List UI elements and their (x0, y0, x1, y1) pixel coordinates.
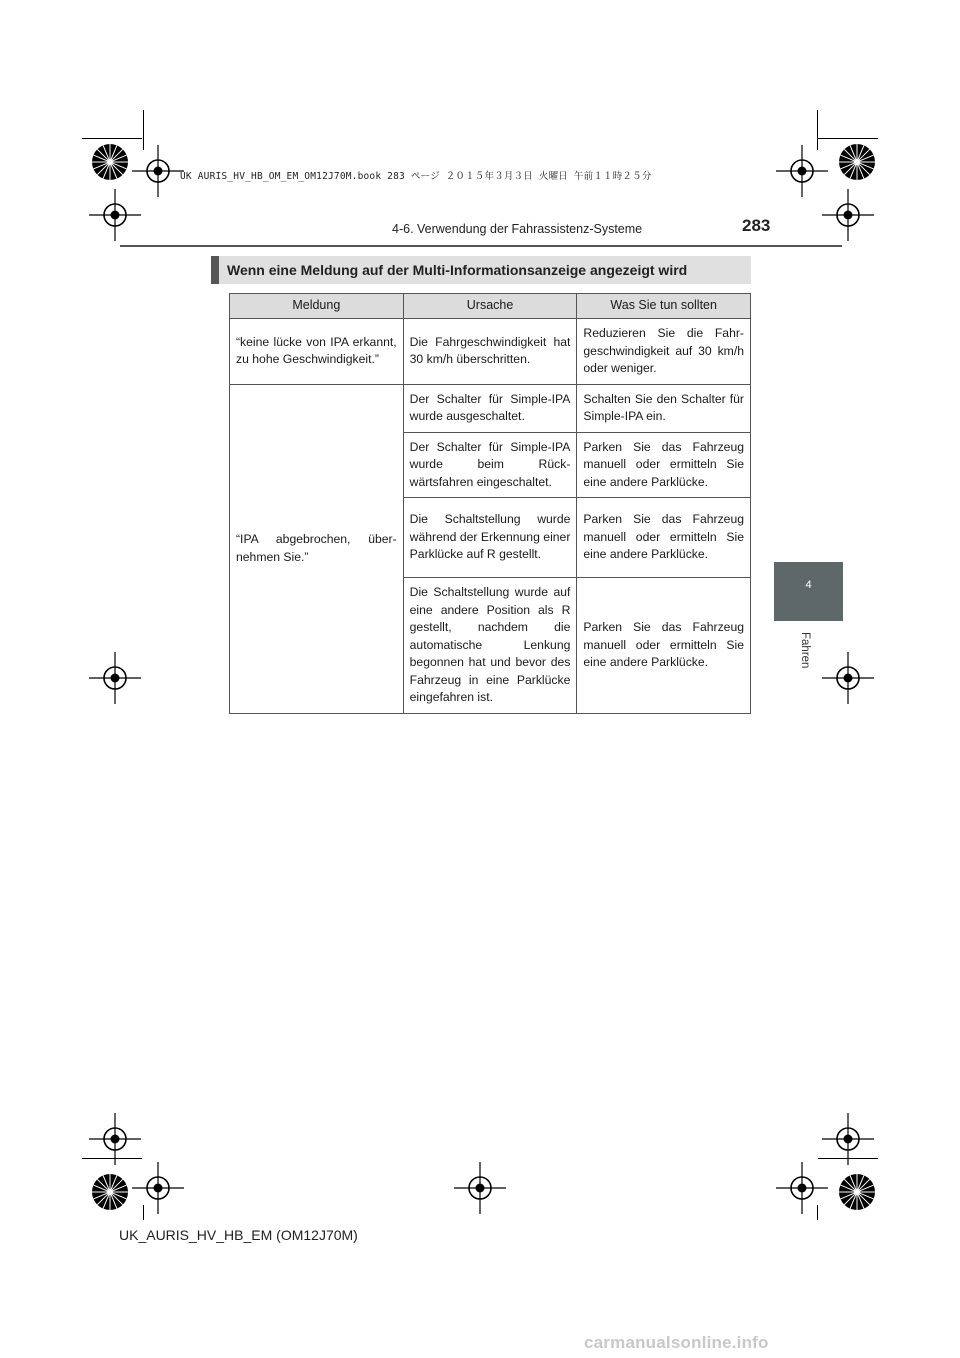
crop-line (82, 138, 142, 139)
column-header: Meldung (230, 294, 404, 319)
message-table (229, 293, 751, 714)
chapter-number: 4 (805, 579, 812, 591)
star-target-icon (837, 1172, 877, 1212)
crop-line (82, 1158, 142, 1159)
star-target-icon (90, 142, 130, 182)
action-cell: Schalten Sie den Schalter für Simple-IPA ein. (577, 384, 751, 432)
crop-line (818, 1158, 878, 1159)
registration-mark-icon (452, 1160, 508, 1216)
crop-line (818, 138, 878, 139)
registration-mark-icon (820, 187, 876, 243)
star-target-icon (90, 1172, 130, 1212)
table-row (230, 319, 751, 385)
action-cell: Parken Sie das Fahrzeug manuell oder ermitteln Sie eine andere Parklücke. (577, 578, 751, 714)
chapter-label: Fahren (799, 632, 811, 669)
action-cell: Parken Sie das Fahrzeug manuell oder ermitteln Sie eine andere Parklücke. (577, 432, 751, 498)
cause-cell: Der Schalter für Simple-IPA wurde ausgeschaltet. (403, 384, 577, 432)
action-cell: Reduzieren Sie die Fahr-geschwindigkeit auf 30 km/h oder weniger. (577, 319, 751, 385)
registration-mark-icon (87, 187, 143, 243)
table-header-row (230, 294, 751, 319)
cause-cell: Der Schalter für Simple-IPA wurde beim Rück-wärtsfahren eingeschaltet. (403, 432, 577, 498)
book-info: UK AURIS_HV_HB_OM_EM_OM12J70M.book 283 ページ ２０１５年３月３日 火曜日 午前１１時２５分 (180, 171, 652, 182)
page-number: 283 (742, 216, 771, 235)
message-cell: “keine lücke von IPA erkannt, zu hohe Geschwindigkeit.” (230, 319, 404, 385)
crop-line (817, 110, 818, 150)
running-head: 4-6. Verwendung der Fahrassistenz-Systeme (392, 222, 643, 236)
registration-mark-icon (774, 1160, 830, 1216)
header-rule (120, 245, 842, 247)
star-target-icon (837, 142, 877, 182)
watermark: carmanualsonline.info (584, 1333, 769, 1352)
crop-line (817, 1205, 818, 1220)
section-heading (211, 256, 751, 284)
column-header: Ursache (403, 294, 577, 319)
section-title: Wenn eine Meldung auf der Multi-Informationsanzeige angezeigt wird (227, 262, 688, 278)
message-cell: “IPA abgebrochen, über-nehmen Sie.” (230, 384, 404, 713)
cause-cell: Die Schaltstellung wurde während der Erkennung einer Parklücke auf R gestellt. (403, 498, 577, 578)
cause-cell: Die Schaltstellung wurde auf eine andere Position als R gestellt, nachdem die automatische Lenkung begonnen hat und bevor des Fahrzeug in eine Parklücke eingefahren ist. (403, 578, 577, 714)
crop-line (143, 110, 144, 150)
crop-line (143, 1205, 144, 1220)
section-accent (211, 256, 219, 284)
action-cell: Parken Sie das Fahrzeug manuell oder ermitteln Sie eine andere Parklücke. (577, 498, 751, 578)
cause-cell: Die Fahrgeschwindigkeit hat 30 km/h überschritten. (403, 319, 577, 385)
registration-mark-icon (130, 1160, 186, 1216)
registration-mark-icon (820, 650, 876, 706)
registration-mark-icon (87, 650, 143, 706)
document-code: UK_AURIS_HV_HB_EM (OM12J70M) (119, 1227, 358, 1243)
chapter-tab (774, 562, 843, 621)
table-row (230, 384, 751, 432)
column-header: Was Sie tun sollten (577, 294, 751, 319)
